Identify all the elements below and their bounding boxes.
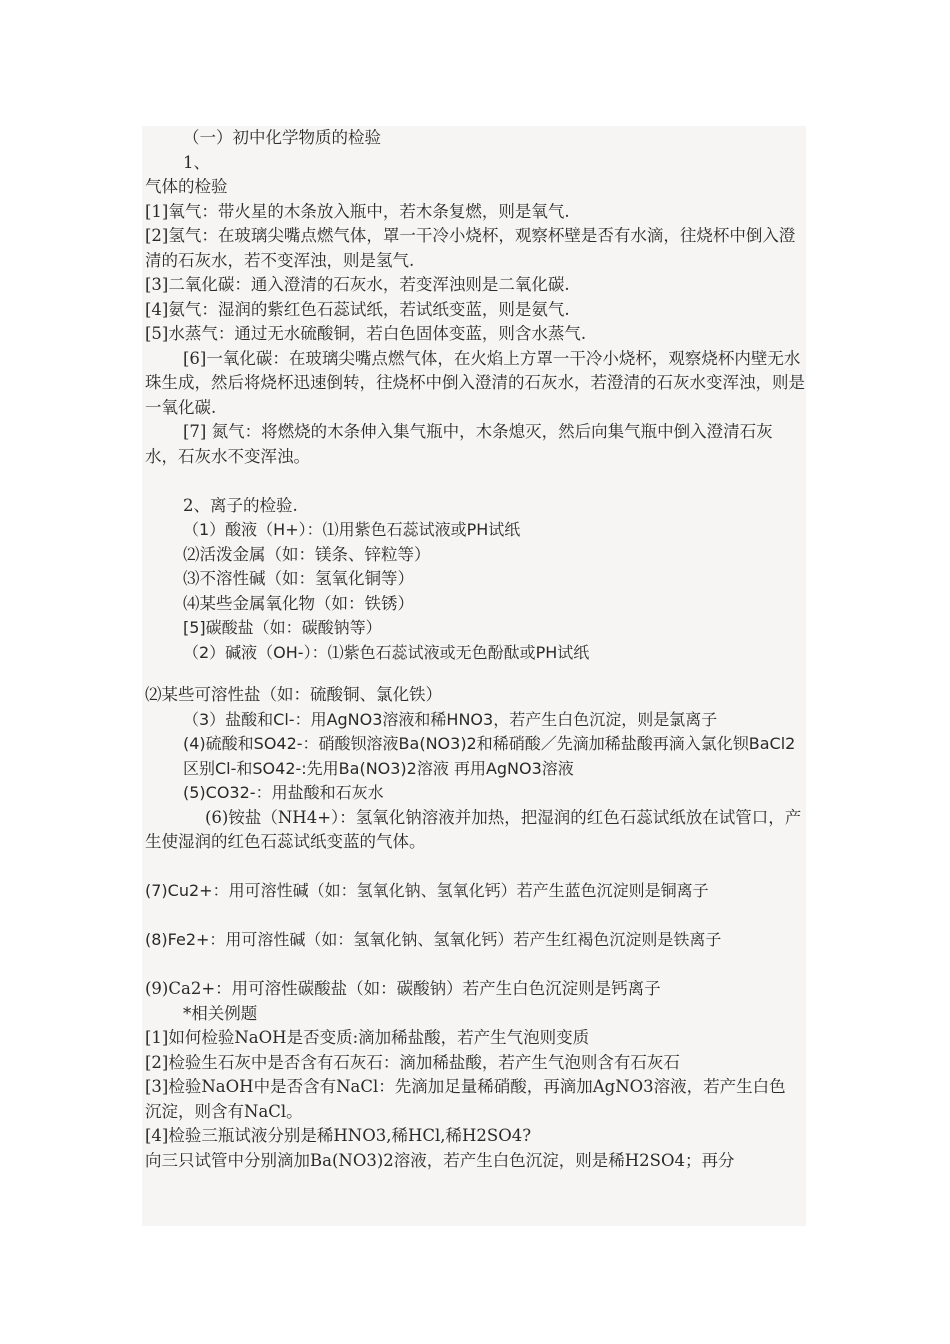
example-2: [2]检验生石灰中是否含有石灰石：滴加稀盐酸，若产生气泡则含有石灰石: [145, 1052, 680, 1072]
ion-ammonium: (6)铵盐（NH4+）：氢氧化钠溶液并加热，把湿润的红色石蕊试纸放在试管口，产生使湿润的红色石蕊试纸变蓝的气体。: [145, 807, 802, 851]
acid-line-1: （1）酸液（H+）：⑴用紫色石蕊试液或PH试纸: [183, 520, 521, 539]
acid-line-4: ⑷某些金属氧化物（如：铁锈）: [183, 593, 414, 613]
ion-section-title: 2、离子的检验.: [183, 495, 298, 515]
document-heading: （一）初中化学物质的检验: [183, 128, 381, 147]
example-1: [1]如何检验NaOH是否变质:滴加稀盐酸，若产生气泡则变质: [145, 1028, 590, 1047]
example-4: [4]检验三瓶试液分别是稀HNO3,稀HCl,稀H2SO4?: [145, 1126, 532, 1145]
base-line-1: （2）碱液（OH-）：⑴紫色石蕊试液或无色酚酞或PH试纸: [183, 642, 590, 662]
ion-calcium: (9)Ca2+：用可溶性碳酸盐（如：碳酸钠）若产生白色沉淀则是钙离子: [145, 979, 661, 998]
ion-chloride: （3）盐酸和Cl-：用AgNO3溶液和稀HNO3，若产生白色沉淀，则是氯离子: [183, 709, 718, 729]
gas-section-title: 气体的检验: [145, 177, 228, 196]
ion-copper: (7)Cu2+：用可溶性碱（如：氢氧化钠、氢氧化钙）若产生蓝色沉淀则是铜离子: [145, 881, 709, 900]
ion-iron: (8)Fe2+：用可溶性碱（如：氢氧化钠、氢氧化钙）若产生红褐色沉淀则是铁离子: [145, 930, 722, 949]
document-body: [145, 126, 819, 1173]
gas-item-co: [6]一氧化碳：在玻璃尖嘴点燃气体，在火焰上方罩一干冷小烧杯，观察烧杯内壁无水珠生成，然后将烧杯迅速倒转，往烧杯中倒入澄清的石灰水，若澄清的石灰水变浑浊，则是一氧化碳.: [145, 348, 805, 417]
acid-line-2: ⑵活泼金属（如：镁条、锌粒等）: [183, 544, 431, 564]
gas-item-hydrogen: [2]氢气：在玻璃尖嘴点燃气体，罩一干冷小烧杯，观察杯壁是否有水滴，往烧杯中倒入澄清的石灰水，若不变浑浊，则是氢气.: [145, 226, 796, 270]
example-3: [3]检验NaOH中是否含有NaCl：先滴加足量稀硝酸，再滴加AgNO3溶液，若产生白色 沉淀，则含有NaCl。: [145, 1077, 819, 1121]
examples-title: *相关例题: [183, 1003, 258, 1023]
ion-sulfate: (4)硫酸和SO42-：硝酸钡溶液Ba(NO3)2和稀硝酸／先滴加稀盐酸再滴入氯化钡BaCl2: [183, 734, 796, 753]
gas-item-nitrogen: [7] 氮气：将燃烧的木条伸入集气瓶中，木条熄灭，然后向集气瓶中倒入澄清石灰水，石灰水不变浑浊。: [145, 422, 773, 466]
acid-line-5: [5]碳酸盐（如：碳酸钠等）: [183, 618, 382, 637]
example-5: 向三只试管中分别滴加Ba(NO3)2溶液，若产生白色沉淀，则是稀H2SO4；再分: [145, 1150, 735, 1170]
section-number: 1、: [183, 152, 210, 172]
gas-item-co2: [3]二氧化碳：通入澄清的石灰水，若变浑浊则是二氧化碳.: [145, 275, 570, 294]
acid-line-3: ⑶不溶性碱（如：氢氧化铜等）: [183, 569, 414, 588]
ion-distinguish: 区别Cl-和SO42-:先用Ba(NO3)2溶液 再用AgNO3溶液: [183, 758, 574, 778]
ion-carbonate: (5)CO32-：用盐酸和石灰水: [183, 783, 384, 802]
base-line-2: ⑵某些可溶性盐（如：硫酸铜、氯化铁）: [145, 685, 442, 704]
gas-item-oxygen: [1]氧气：带火星的木条放入瓶中，若木条复燃，则是氧气.: [145, 201, 570, 221]
gas-item-ammonia: [4]氨气：湿润的紫红色石蕊试纸，若试纸变蓝，则是氨气.: [145, 299, 570, 319]
gas-item-water-vapor: [5]水蒸气：通过无水硫酸铜，若白色固体变蓝，则含水蒸气.: [145, 324, 587, 343]
